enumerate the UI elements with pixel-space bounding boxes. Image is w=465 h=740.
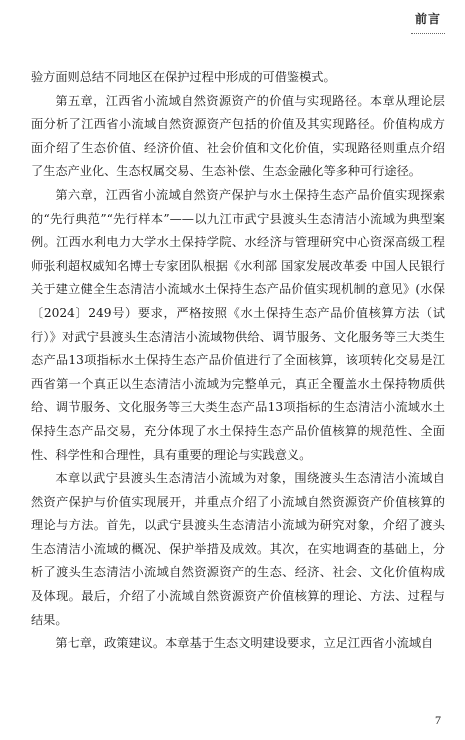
body-text xyxy=(31,66,445,656)
page-number: 7 xyxy=(435,713,441,727)
paragraph-chapter-5: 第五章，江西省小流域自然资源资产的价值与实现路径。本章从理论层面分析了江西省小流域自然资源资产包括的价值及其实现路径。价值构成方面介绍了生态价值、经济价值、社会价值和文化价值，实现路径则重点介绍了生态产业化、生态权属交易、生态补偿、生态金融化等多种可行途径。 xyxy=(31,93,445,179)
paragraph-chapter-6: 第六章，江西省小流域自然资产保护与水土保持生态产品价值实现探索的“先行典范”“先行样本”——以九江市武宁县渡头生态清洁小流域为典型案例。江西水利电力大学水土保持学院、水经济与管理研究中心资深高级工程师张利超权威知名博士专家团队根据《水利部 国家发展改革委 中国人民银行关于建立健全生态清洁小流域水土保持生态产品价值实现机制的意见》(水保〔2024〕249号）要求，严格按照《水土保持生态产品价值核算方法（试行）》对武宁县渡头生态清洁小流域物供给、调节服务、文化服务等三大类生态产品13项指标水土保持生态产品价值进行了全面核算，该项转化交易是江西省第一个真正以生态清洁小流域为完整单元，真正全覆盖水土保持物质供给、调节服务、文化服务等三大类生态产品13项指标的生态清洁小流域水土保持生态产品交易，充分体现了水土保持生态产品价值核算的规范性、全面性、科学性和合理性，具有重要的理论与实践意义。 xyxy=(31,187,445,462)
header-dotted-rule xyxy=(411,33,445,34)
paragraph-chapter-7: 第七章，政策建议。本章基于生态文明建设要求，立足江西省小流域自 xyxy=(55,636,434,651)
paragraph-chapter-6-detail: 本章以武宁县渡头生态清洁小流域为对象，围绕渡头生态清洁小流域自然资产保护与价值实现展开，并重点介绍了小流域自然资源资产价值核算的理论与方法。首先，以武宁县渡头生态清洁小流域为研究对象，介绍了渡头生态清洁小流域的概况、保护举措及成效。其次，在实地调查的基础上，分析了渡头生态清洁小流域自然资源资产的生态、经济、社会、文化价值构成及体现。最后，介绍了小流域自然资源资产价值核算的理论、方法、过程与结果。 xyxy=(31,471,445,627)
page-header xyxy=(0,0,465,40)
running-header-title: 前言 xyxy=(414,12,441,26)
paragraph-continuation: 验方面则总结不同地区在保护过程中形成的可借鉴模式。 xyxy=(31,70,336,84)
